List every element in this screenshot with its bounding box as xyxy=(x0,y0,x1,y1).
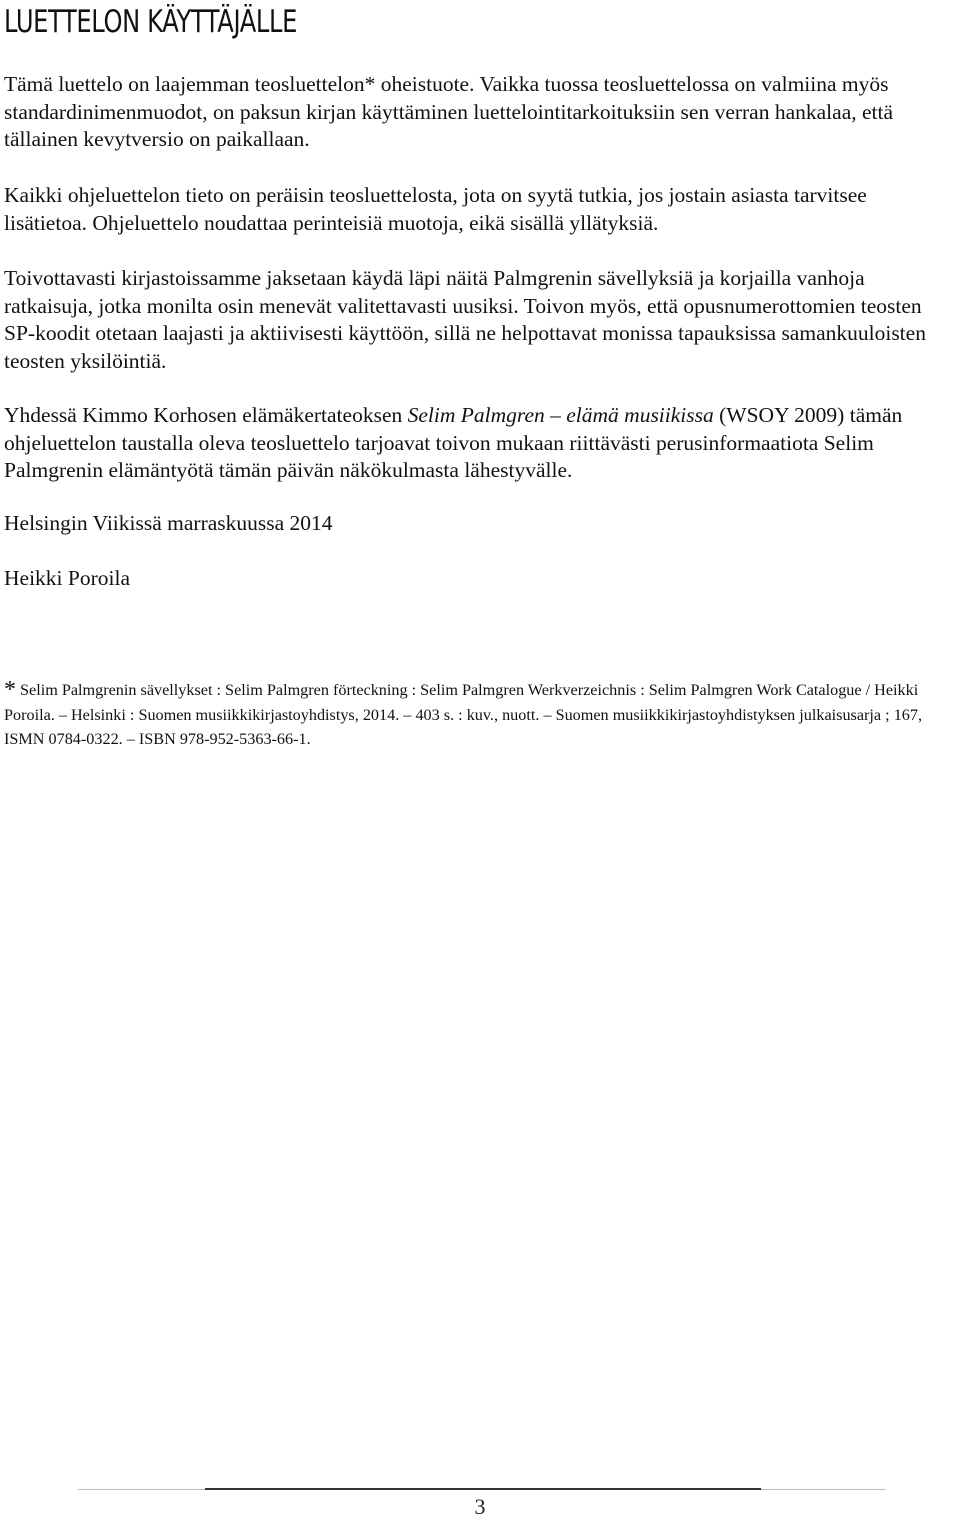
book-title: Selim Palmgren – elämä musiikissa xyxy=(407,403,714,427)
signature: Heikki Poroila xyxy=(4,566,130,590)
page-title: LUETTELON KÄYTTÄJÄLLE xyxy=(4,4,297,40)
footer-rule-thick xyxy=(205,1488,761,1490)
footnote xyxy=(4,676,954,752)
paragraph-biography xyxy=(4,402,954,485)
page-number: 3 xyxy=(474,1494,486,1519)
footnote-marker: * xyxy=(4,677,16,703)
paragraph-biography-end: (WSOY 2009) tämän ohjeluettelon taustalla oleva teosluettelo tarjoavat toivon mukaan riittävästi perusinformaatiota Selim Palmgrenin elämäntyötä tämän päivän näkökulmasta lähestyvälle. xyxy=(4,403,903,482)
paragraph-intro: Tämä luettelo on laajemman teosluettelon* oheistuote. Vaikka tuossa teosluettelossa on valmiina myös standardinimenmuodot, on paksun kirjan käyttäminen luettelointitarkoituksiin sen verran hankalaa, että tällainen kevytversio on paikallaan. xyxy=(4,72,894,151)
paragraph-source: Kaikki ohjeluettelon tieto on peräisin teosluettelosta, jota on syytä tutkia, jos jostain asiasta tarvitsee lisätietoa. Ohjeluettelo noudattaa perinteisiä muotoja, eikä sisällä yllätyksiä. xyxy=(4,183,867,235)
place-date: Helsingin Viikissä marraskuussa 2014 xyxy=(4,511,333,535)
footnote-text: Selim Palmgrenin sävellykset : Selim Palmgren förteckning : Selim Palmgren Werkverzeichnis : Selim Palmgren Work Catalogue / Heikki Poroila. – Helsinki : Suomen musiikkikirjastoyhdistys, 2014. – 403 s. : kuv., nuott. – Suomen musiikkikirjastoyhdistyksen julkaisusarja ; 167, ISMN 0784-0322. – ISBN 978-952-5363-66-1. xyxy=(4,681,923,748)
paragraph-biography-start: Yhdessä Kimmo Korhosen elämäkertateoksen xyxy=(4,403,408,427)
paragraph-libraries: Toivottavasti kirjastoissamme jaksetaan käydä läpi näitä Palmgrenin sävellyksiä ja korjailla vanhoja ratkaisuja, jotka monilta osin menevät valitettavasti uusiksi. Toivon myös, että opusnumerottomien teosten SP-koodit otetaan laajasti ja aktiivisesti käyttöön, sillä ne helpottavat monissa tapauksissa samankuuloisten teosten yksilöintiä. xyxy=(4,266,926,373)
